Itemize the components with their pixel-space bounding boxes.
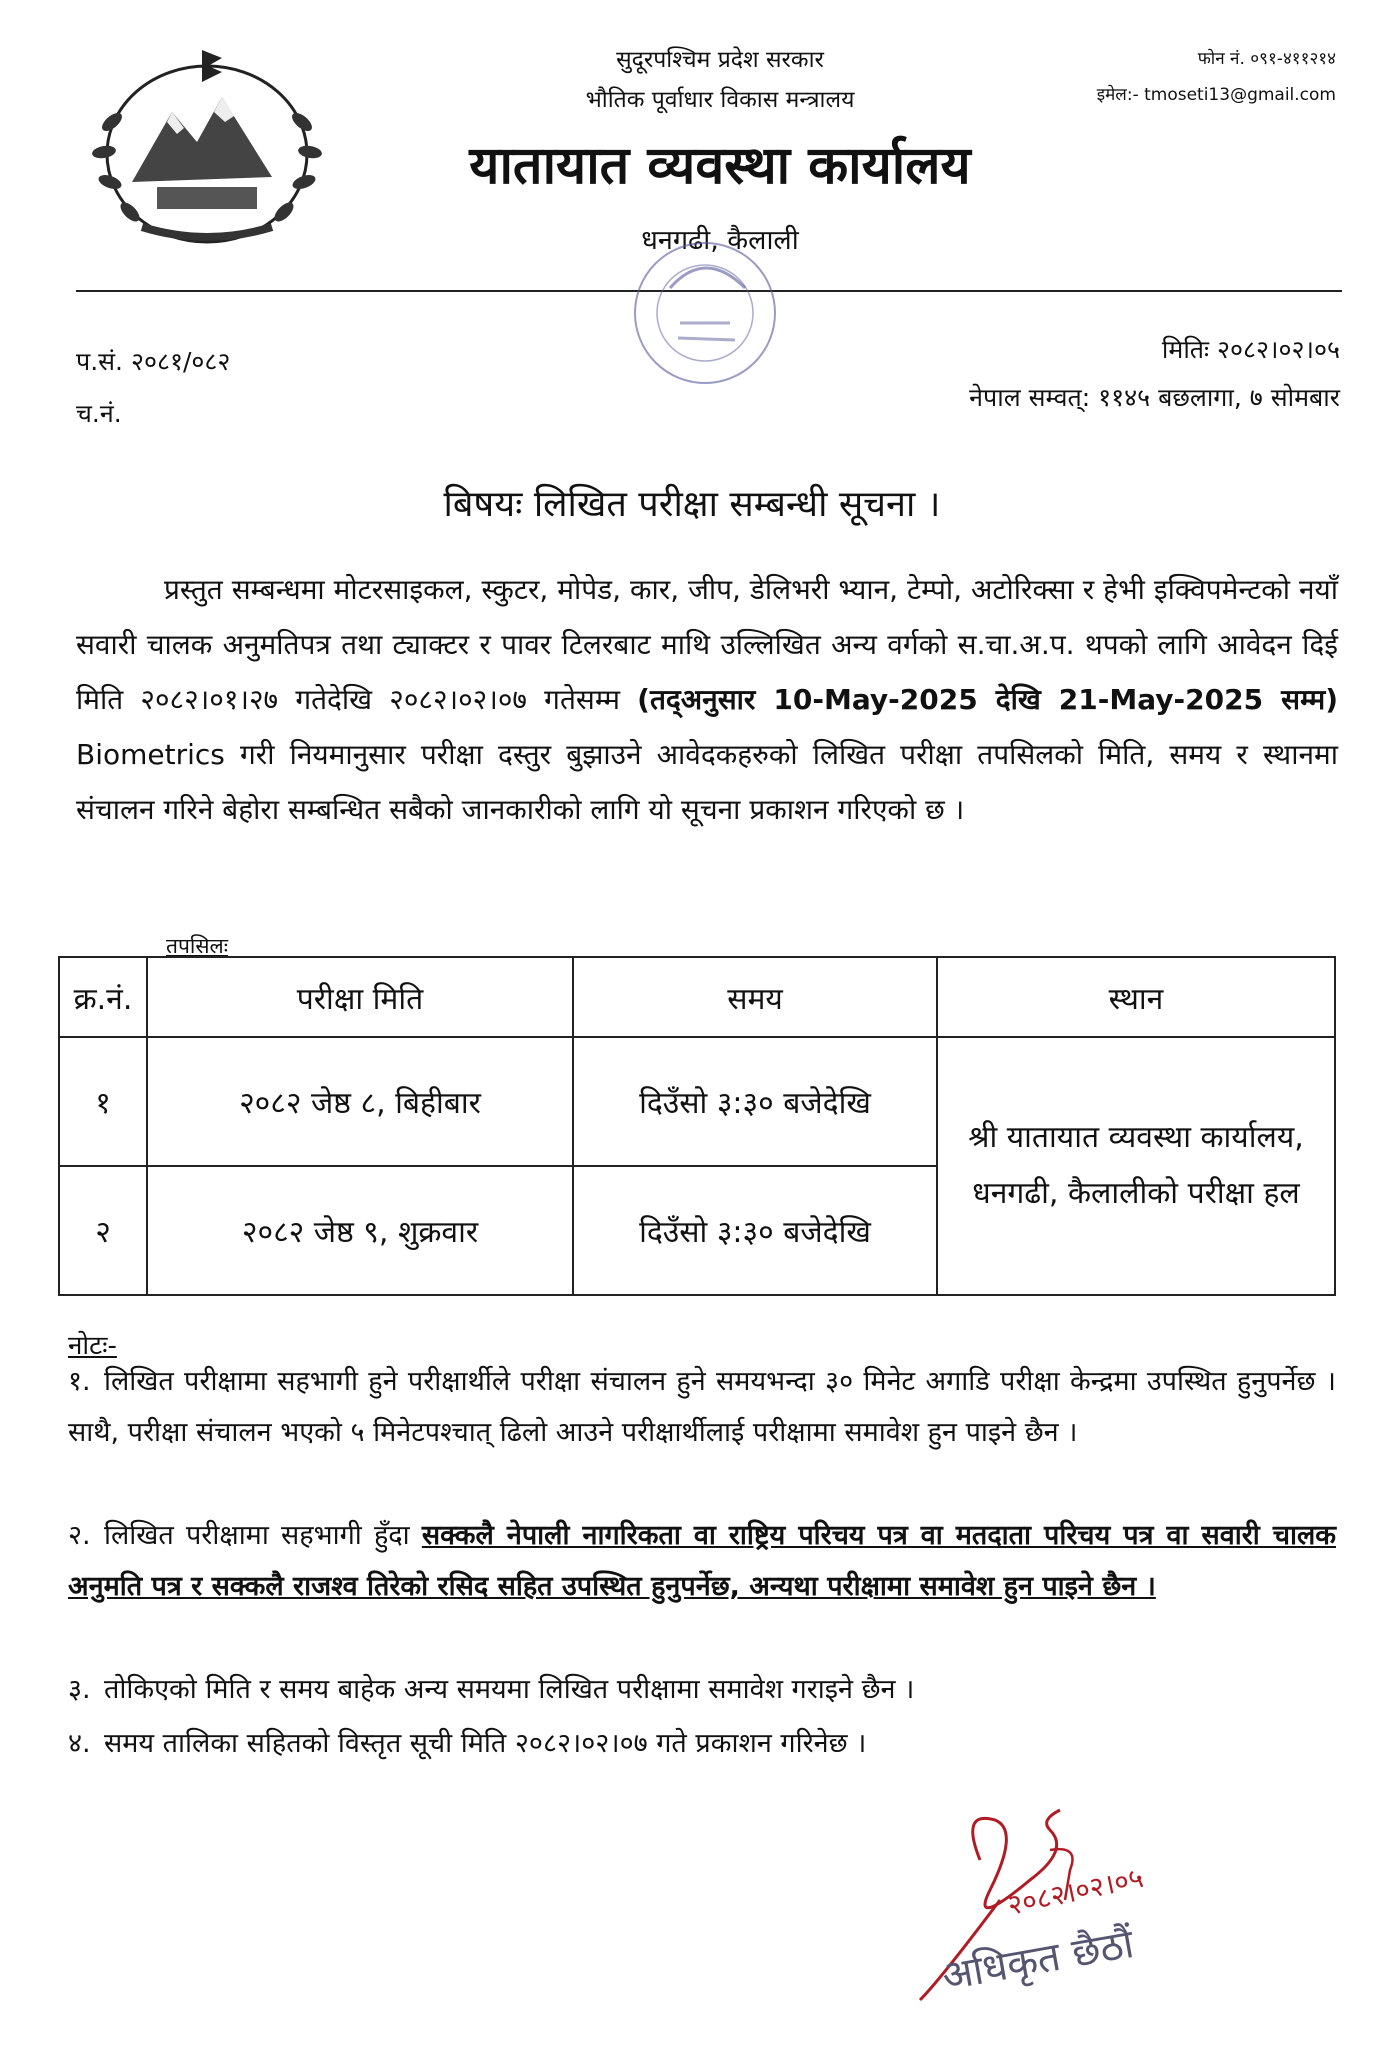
body-text-1: प्रस्तुत सम्बन्धमा मोटरसाइकल, स्कुटर, मोपेड, कार, जीप, डेलिभरी भ्यान, टेम्पो, अटोरिक्सा र हेभी इक्विपमेन्टको नयाँ सवारी चालक अनुमतिपत्र तथा ट्याक्टर र पावर टिलरबाट माथि उल्लिखित अन्य वर्गको स.चा.अ.प. थपको लागि आवेदन दिई मिति २०८२।०१।२७ गतेदेखि २०८२।०२।०७ गतेसम्म xyxy=(76,573,1338,716)
col-header-sn: क्र.नं. xyxy=(59,957,147,1037)
note-number: ४. xyxy=(68,1728,91,1759)
dispatch-number: च.नं. xyxy=(76,399,122,428)
government-line: सुदूरपश्चिम प्रदेश सरकार xyxy=(616,47,824,73)
notes-title: नोटः- xyxy=(68,1331,117,1361)
row-date: २०८२ जेष्ठ ८, बिहीबार xyxy=(147,1037,573,1166)
officer-title-stamp: अधिकृत छैठौं xyxy=(938,1920,1138,2000)
row-sn: १ xyxy=(59,1037,147,1166)
row-time: दिउँसो ३:३० बजेदेखि xyxy=(573,1166,937,1295)
note-text: समय तालिका सहितको विस्तृत सूची मिति २०८२।०२।०७ गते प्रकाशन गरिनेछ । xyxy=(104,1728,867,1759)
nepal-sambat-date: नेपाल सम्वत्: ११४५ बछलागा, ७ सोमबार xyxy=(969,383,1340,412)
row-sn: २ xyxy=(59,1166,147,1295)
nepal-emblem-icon xyxy=(82,42,332,257)
row-time: दिउँसो ३:३० बजेदेखि xyxy=(573,1037,937,1166)
notice-body xyxy=(76,562,1338,837)
note-text: लिखित परीक्षामा सहभागी हुने परीक्षार्थीले परीक्षा संचालन हुने समयभन्दा ३० मिनेट अगाडि परीक्षा केन्द्रमा उपस्थित हुनुपर्नेछ । साथै, परीक्षा संचालन भएको ५ मिनेटपश्चात् ढिलो आउने परीक्षार्थीलाई परीक्षामा समावेश हुन पाइने छैन । xyxy=(68,1366,1336,1448)
note-emphasis: सक्कलै नेपाली नागरिकता वा राष्ट्रिय परिचय पत्र वा मतदाता परिचय पत्र वा सवारी चालक अनुमति पत्र र सक्कलै राजश्व तिरेको रसिद सहित उपस्थित हुनुपर्नेछ, अन्यथा परीक्षामा समावेश हुन पाइने छैन । xyxy=(68,1520,1336,1602)
notice-date: मितिः २०८२।०२।०५ xyxy=(1161,335,1340,364)
subject-heading: बिषयः लिखित परीक्षा सम्बन्धी सूचना । xyxy=(443,484,941,525)
note-text: तोकिएको मिति र समय बाहेक अन्य समयमा लिखित परीक्षामा समावेश गराइने छैन । xyxy=(104,1674,915,1705)
office-location: धनगढी, कैलाली xyxy=(641,225,799,256)
exam-venue: श्री यातायात व्यवस्था कार्यालय, धनगढी, कैलालीको परीक्षा हल xyxy=(937,1037,1335,1295)
col-header-venue: स्थान xyxy=(937,957,1335,1037)
exam-schedule-table xyxy=(58,956,1336,1296)
note-number: २. xyxy=(68,1520,91,1551)
office-stamp xyxy=(600,228,810,398)
note-number: १. xyxy=(68,1366,91,1397)
email-address: इमेल:- tmoseti13@gmail.com xyxy=(1096,85,1336,105)
col-header-date: परीक्षा मिति xyxy=(147,957,573,1037)
officer-signature xyxy=(900,1790,1240,2035)
note-text: लिखित परीक्षामा सहभागी हुँदा xyxy=(104,1520,422,1551)
schedule-label: तपसिलः xyxy=(166,934,229,958)
body-date-range: (तद्अनुसार 10-May-2025 देखि 21-May-2025 सम्म) xyxy=(637,683,1338,716)
phone-number: फोन नं. ०९१-४११२१४ xyxy=(1197,49,1336,69)
note-item xyxy=(68,1664,1336,1715)
row-date: २०८२ जेष्ठ ९, शुक्रवार xyxy=(147,1166,573,1295)
reference-number: प.सं. २०८१/०८२ xyxy=(76,347,231,376)
ministry-line: भौतिक पूर्वाधार विकास मन्त्रालय xyxy=(585,87,855,113)
signature-date: २०८२।०२।०५ xyxy=(1004,1860,1147,1922)
note-item xyxy=(68,1510,1336,1612)
col-header-time: समय xyxy=(573,957,937,1037)
table-row xyxy=(59,1037,1335,1166)
note-number: ३. xyxy=(68,1674,91,1705)
table-header-row xyxy=(59,957,1335,1037)
office-name: यातायात व्यवस्था कार्यालय xyxy=(469,135,971,196)
note-item xyxy=(68,1356,1336,1458)
note-item xyxy=(68,1718,1336,1769)
body-text-2: Biometrics गरी नियमानुसार परीक्षा दस्तुर बुझाउने आवेदकहरुको लिखित परीक्षा तपसिलको मिति, समय र स्थानमा संचालन गरिने बेहोरा सम्बन्धित सबैको जानकारीको लागि यो सूचना प्रकाशन गरिएको छ । xyxy=(76,738,1338,826)
